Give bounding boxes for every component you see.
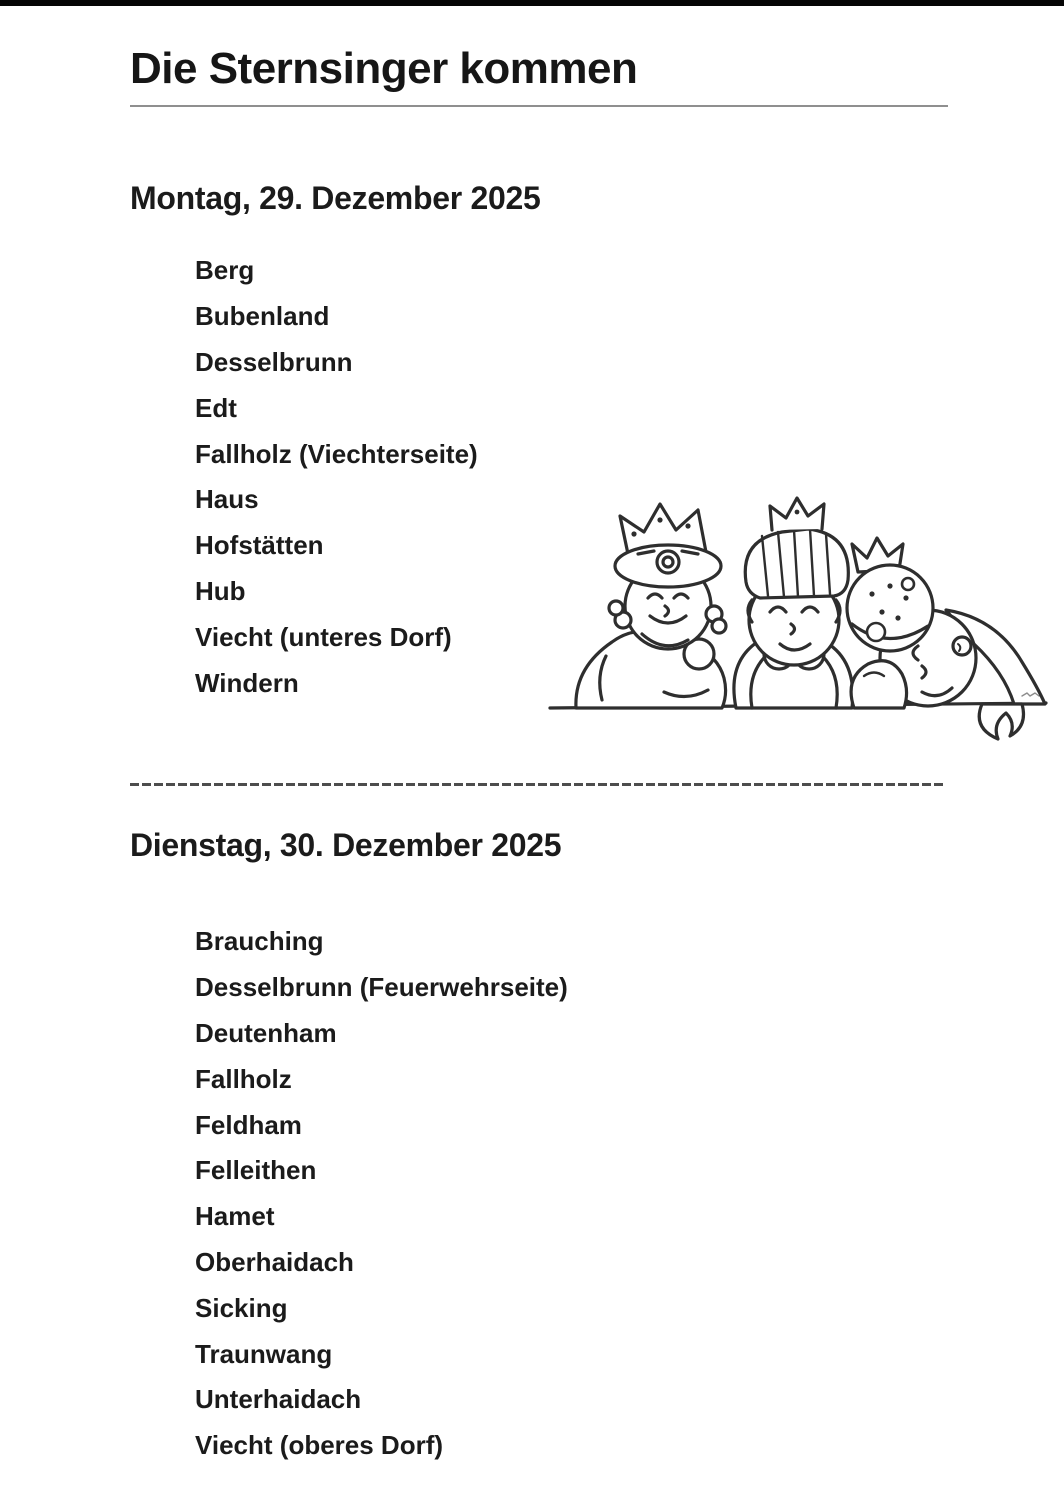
top-edge-bar [0, 0, 1064, 6]
place-item: Viecht (oberes Dorf) [195, 1430, 444, 1461]
place-item: Desselbrunn (Feuerwehrseite) [195, 972, 568, 1003]
place-item: Viecht (unteres Dorf) [195, 621, 452, 652]
section-heading-montag: Montag, 29. Dezember 2025 [130, 180, 541, 216]
place-item: Unterhaidach [195, 1384, 362, 1415]
place-item: Windern [195, 667, 299, 698]
place-item: Edt [195, 392, 237, 423]
dashed-separator [130, 783, 945, 786]
place-item: Fallholz (Viechterseite) [195, 438, 478, 469]
page-title: Die Sternsinger kommen [130, 44, 638, 93]
place-item: Feldham [195, 1109, 302, 1140]
king-middle [734, 498, 853, 708]
title-underline [130, 105, 948, 107]
king-right [847, 538, 1045, 739]
place-item: Hamet [195, 1201, 275, 1232]
place-item: Felleithen [195, 1155, 317, 1186]
place-item: Traunwang [195, 1338, 333, 1369]
place-list-dienstag [195, 919, 568, 1469]
place-item: Bubenland [195, 301, 330, 332]
three-kings-illustration [546, 496, 1051, 746]
place-item: Brauching [195, 926, 324, 957]
king-left [576, 504, 726, 708]
place-item: Sicking [195, 1292, 288, 1323]
place-item: Desselbrunn [195, 346, 353, 377]
place-item: Deutenham [195, 1017, 337, 1048]
place-list-montag [195, 248, 478, 706]
place-item: Haus [195, 484, 259, 515]
place-item: Hofstätten [195, 530, 324, 561]
place-item: Berg [195, 255, 255, 286]
place-item: Oberhaidach [195, 1246, 354, 1277]
place-item: Hub [195, 575, 246, 606]
section-heading-dienstag: Dienstag, 30. Dezember 2025 [130, 827, 562, 863]
place-item: Fallholz [195, 1063, 292, 1094]
